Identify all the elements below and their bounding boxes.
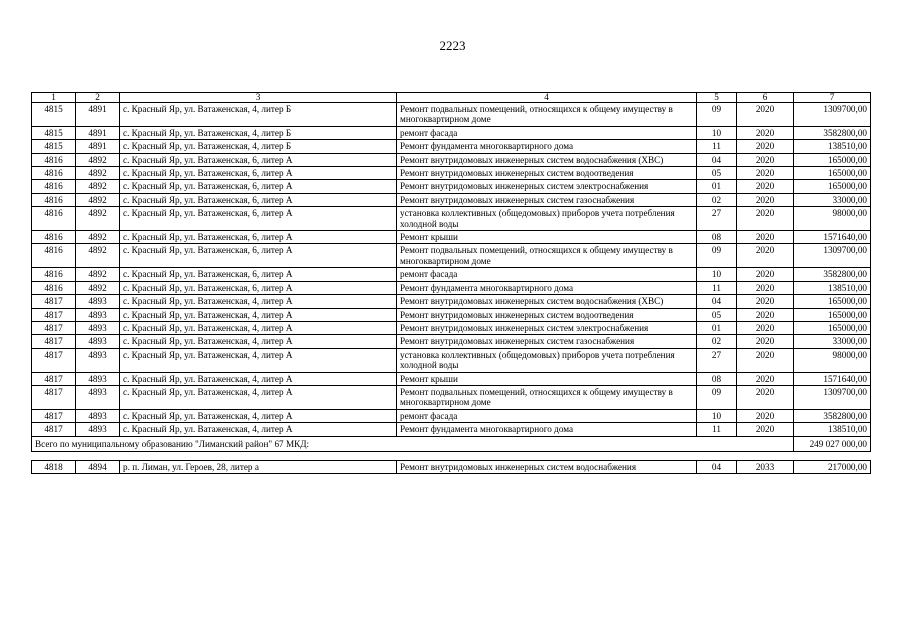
cell-work-code: 11 (697, 140, 737, 153)
cell-work-code: 08 (697, 372, 737, 385)
cell-address: с. Красный Яр, ул. Ватаженская, 4, литер А (120, 372, 397, 385)
cell-house-number: 4893 (76, 423, 120, 436)
cell-address: с. Красный Яр, ул. Ватаженская, 4, литер Б (120, 140, 397, 153)
cell-address: с. Красный Яр, ул. Ватаженская, 6, литер А (120, 193, 397, 206)
cell-address: с. Красный Яр, ул. Ватаженская, 6, литер А (120, 231, 397, 244)
cell-year: 2020 (737, 126, 794, 139)
cell-cost: 3582800,00 (794, 126, 871, 139)
cell-work-type: Ремонт внутридомовых инженерных систем водоотведения (397, 308, 697, 321)
cell-house-number: 4892 (76, 180, 120, 193)
table-row (32, 231, 871, 244)
cell-work-code: 04 (697, 460, 737, 473)
table-row (32, 153, 871, 166)
cell-record-number: 4817 (32, 409, 76, 422)
cell-address: с. Красный Яр, ул. Ватаженская, 4, литер Б (120, 103, 397, 127)
table-row (32, 295, 871, 308)
column-number: 6 (737, 93, 794, 103)
cell-house-number: 4893 (76, 348, 120, 372)
cell-work-code: 04 (697, 295, 737, 308)
cell-cost: 165000,00 (794, 180, 871, 193)
cell-work-code: 09 (697, 385, 737, 409)
cell-work-code: 02 (697, 193, 737, 206)
cell-year: 2020 (737, 308, 794, 321)
column-number: 1 (32, 93, 76, 103)
cell-record-number: 4816 (32, 268, 76, 281)
cell-record-number: 4816 (32, 193, 76, 206)
cell-year: 2020 (737, 193, 794, 206)
cell-work-type: Ремонт внутридомовых инженерных систем газоснабжения (397, 335, 697, 348)
cell-work-type: ремонт фасада (397, 409, 697, 422)
cell-address: с. Красный Яр, ул. Ватаженская, 4, литер А (120, 321, 397, 334)
cell-cost: 165000,00 (794, 167, 871, 180)
cell-cost: 1309700,00 (794, 385, 871, 409)
cell-work-type: Ремонт внутридомовых инженерных систем водоснабжения (397, 460, 697, 473)
cell-work-type: Ремонт подвальных помещений, относящихся к общему имуществу в многоквартирном доме (397, 103, 697, 127)
table-row (32, 140, 871, 153)
cell-address: с. Красный Яр, ул. Ватаженская, 4, литер А (120, 295, 397, 308)
cell-work-code: 01 (697, 180, 737, 193)
cell-record-number: 4816 (32, 207, 76, 231)
cell-house-number: 4891 (76, 103, 120, 127)
cell-house-number: 4892 (76, 281, 120, 294)
cell-house-number: 4892 (76, 268, 120, 281)
page-number: 2223 (439, 38, 466, 53)
cell-address: с. Красный Яр, ул. Ватаженская, 4, литер А (120, 308, 397, 321)
table-row (32, 268, 871, 281)
cell-cost: 3582800,00 (794, 268, 871, 281)
cell-year: 2020 (737, 244, 794, 268)
cell-year: 2020 (737, 281, 794, 294)
table-body (32, 93, 871, 474)
cell-work-code: 27 (697, 207, 737, 231)
cell-year: 2020 (737, 409, 794, 422)
cell-year: 2020 (737, 140, 794, 153)
cell-house-number: 4892 (76, 167, 120, 180)
cell-record-number: 4817 (32, 372, 76, 385)
cell-work-type: установка коллективных (общедомовых) приборов учета потребления холодной воды (397, 348, 697, 372)
cell-work-type: Ремонт крыши (397, 231, 697, 244)
cell-record-number: 4817 (32, 385, 76, 409)
cell-cost: 1309700,00 (794, 103, 871, 127)
cell-address: с. Красный Яр, ул. Ватаженская, 6, литер А (120, 281, 397, 294)
column-number: 5 (697, 93, 737, 103)
cell-year: 2020 (737, 423, 794, 436)
capital-repair-table (31, 92, 871, 474)
total-label: Всего по муниципальному образованию "Лиманский район" 67 МКД: (32, 436, 794, 451)
total-row (32, 436, 871, 451)
cell-work-code: 10 (697, 126, 737, 139)
cell-address: с. Красный Яр, ул. Ватаженская, 4, литер Б (120, 126, 397, 139)
table-row (32, 321, 871, 334)
cell-record-number: 4816 (32, 244, 76, 268)
cell-address: р. п. Лиман, ул. Героев, 28, литер а (120, 460, 397, 473)
cell-house-number: 4893 (76, 335, 120, 348)
table-row (32, 126, 871, 139)
cell-work-code: 02 (697, 335, 737, 348)
table-row (32, 423, 871, 436)
cell-record-number: 4817 (32, 423, 76, 436)
cell-record-number: 4816 (32, 231, 76, 244)
cell-address: с. Красный Яр, ул. Ватаженская, 4, литер А (120, 385, 397, 409)
cell-year: 2020 (737, 153, 794, 166)
cell-record-number: 4816 (32, 153, 76, 166)
cell-year: 2020 (737, 207, 794, 231)
cell-house-number: 4893 (76, 321, 120, 334)
cell-record-number: 4815 (32, 140, 76, 153)
cell-house-number: 4892 (76, 153, 120, 166)
cell-work-type: Ремонт внутридомовых инженерных систем электроснабжения (397, 321, 697, 334)
column-number: 4 (397, 93, 697, 103)
cell-year: 2020 (737, 335, 794, 348)
cell-record-number: 4816 (32, 180, 76, 193)
cell-work-type: Ремонт фундамента многоквартирного дома (397, 281, 697, 294)
cell-address: с. Красный Яр, ул. Ватаженская, 4, литер А (120, 423, 397, 436)
cell-year: 2020 (737, 385, 794, 409)
cell-house-number: 4892 (76, 193, 120, 206)
cell-cost: 98000,00 (794, 348, 871, 372)
cell-cost: 165000,00 (794, 153, 871, 166)
cell-house-number: 4891 (76, 140, 120, 153)
column-number: 2 (76, 93, 120, 103)
table-row (32, 281, 871, 294)
table-row (32, 103, 871, 127)
spacer-cell (32, 451, 871, 460)
cell-address: с. Красный Яр, ул. Ватаженская, 4, литер А (120, 335, 397, 348)
cell-address: с. Красный Яр, ул. Ватаженская, 6, литер А (120, 244, 397, 268)
table-row (32, 193, 871, 206)
cell-year: 2020 (737, 321, 794, 334)
cell-cost: 33000,00 (794, 335, 871, 348)
cell-address: с. Красный Яр, ул. Ватаженская, 6, литер А (120, 180, 397, 193)
total-value: 249 027 000,00 (794, 436, 871, 451)
cell-work-type: Ремонт фундамента многоквартирного дома (397, 423, 697, 436)
cell-record-number: 4817 (32, 335, 76, 348)
cell-work-code: 01 (697, 321, 737, 334)
cell-work-code: 05 (697, 167, 737, 180)
cell-work-type: Ремонт внутридомовых инженерных систем водоснабжения (ХВС) (397, 153, 697, 166)
cell-work-code: 09 (697, 103, 737, 127)
column-number: 7 (794, 93, 871, 103)
cell-year: 2020 (737, 295, 794, 308)
cell-cost: 1571640,00 (794, 231, 871, 244)
cell-record-number: 4817 (32, 321, 76, 334)
table-row (32, 207, 871, 231)
cell-address: с. Красный Яр, ул. Ватаженская, 4, литер А (120, 409, 397, 422)
cell-cost: 217000,00 (794, 460, 871, 473)
cell-record-number: 4815 (32, 126, 76, 139)
table-row (32, 409, 871, 422)
cell-work-type: ремонт фасада (397, 126, 697, 139)
cell-cost: 1571640,00 (794, 372, 871, 385)
cell-house-number: 4893 (76, 372, 120, 385)
cell-address: с. Красный Яр, ул. Ватаженская, 6, литер А (120, 268, 397, 281)
cell-work-code: 11 (697, 423, 737, 436)
cell-work-type: ремонт фасада (397, 268, 697, 281)
table-row (32, 308, 871, 321)
cell-year: 2020 (737, 167, 794, 180)
cell-record-number: 4817 (32, 308, 76, 321)
cell-house-number: 4892 (76, 244, 120, 268)
cell-year: 2020 (737, 348, 794, 372)
cell-house-number: 4892 (76, 207, 120, 231)
cell-cost: 138510,00 (794, 281, 871, 294)
cell-work-type: Ремонт подвальных помещений, относящихся к общему имуществу в многоквартирном доме (397, 385, 697, 409)
table-row (32, 335, 871, 348)
cell-work-code: 09 (697, 244, 737, 268)
cell-address: с. Красный Яр, ул. Ватаженская, 6, литер А (120, 167, 397, 180)
cell-address: с. Красный Яр, ул. Ватаженская, 6, литер А (120, 207, 397, 231)
cell-work-code: 04 (697, 153, 737, 166)
cell-work-type: Ремонт внутридомовых инженерных систем электроснабжения (397, 180, 697, 193)
cell-year: 2020 (737, 180, 794, 193)
cell-year: 2020 (737, 231, 794, 244)
cell-address: с. Красный Яр, ул. Ватаженская, 6, литер А (120, 153, 397, 166)
cell-house-number: 4893 (76, 409, 120, 422)
cell-cost: 1309700,00 (794, 244, 871, 268)
cell-work-type: Ремонт внутридомовых инженерных систем газоснабжения (397, 193, 697, 206)
cell-work-type: Ремонт крыши (397, 372, 697, 385)
cell-work-type: установка коллективных (общедомовых) приборов учета потребления холодной воды (397, 207, 697, 231)
cell-work-code: 05 (697, 308, 737, 321)
table-row (32, 167, 871, 180)
cell-cost: 138510,00 (794, 140, 871, 153)
cell-work-code: 10 (697, 268, 737, 281)
table-spacer (32, 451, 871, 460)
cell-house-number: 4891 (76, 126, 120, 139)
cell-work-code: 27 (697, 348, 737, 372)
cell-work-code: 08 (697, 231, 737, 244)
cell-record-number: 4817 (32, 295, 76, 308)
cell-cost: 165000,00 (794, 295, 871, 308)
column-number: 3 (120, 93, 397, 103)
column-number-row (32, 93, 871, 103)
cell-year: 2020 (737, 372, 794, 385)
cell-cost: 138510,00 (794, 423, 871, 436)
table-row (32, 372, 871, 385)
cell-work-type: Ремонт фундамента многоквартирного дома (397, 140, 697, 153)
cell-record-number: 4816 (32, 167, 76, 180)
table-row (32, 460, 871, 473)
cell-record-number: 4817 (32, 348, 76, 372)
cell-work-type: Ремонт подвальных помещений, относящихся к общему имуществу в многоквартирном доме (397, 244, 697, 268)
cell-house-number: 4893 (76, 295, 120, 308)
cell-cost: 33000,00 (794, 193, 871, 206)
cell-house-number: 4892 (76, 231, 120, 244)
cell-cost: 165000,00 (794, 321, 871, 334)
cell-work-code: 11 (697, 281, 737, 294)
cell-record-number: 4816 (32, 281, 76, 294)
cell-year: 2033 (737, 460, 794, 473)
cell-cost: 3582800,00 (794, 409, 871, 422)
cell-cost: 98000,00 (794, 207, 871, 231)
cell-house-number: 4893 (76, 308, 120, 321)
cell-work-type: Ремонт внутридомовых инженерных систем водоотведения (397, 167, 697, 180)
table-row (32, 348, 871, 372)
cell-work-code: 10 (697, 409, 737, 422)
cell-work-type: Ремонт внутридомовых инженерных систем водоснабжения (ХВС) (397, 295, 697, 308)
cell-house-number: 4893 (76, 385, 120, 409)
table-row (32, 244, 871, 268)
cell-record-number: 4818 (32, 460, 76, 473)
cell-house-number: 4894 (76, 460, 120, 473)
cell-cost: 165000,00 (794, 308, 871, 321)
cell-year: 2020 (737, 268, 794, 281)
cell-address: с. Красный Яр, ул. Ватаженская, 4, литер А (120, 348, 397, 372)
cell-year: 2020 (737, 103, 794, 127)
cell-record-number: 4815 (32, 103, 76, 127)
table-row (32, 180, 871, 193)
table-row (32, 385, 871, 409)
